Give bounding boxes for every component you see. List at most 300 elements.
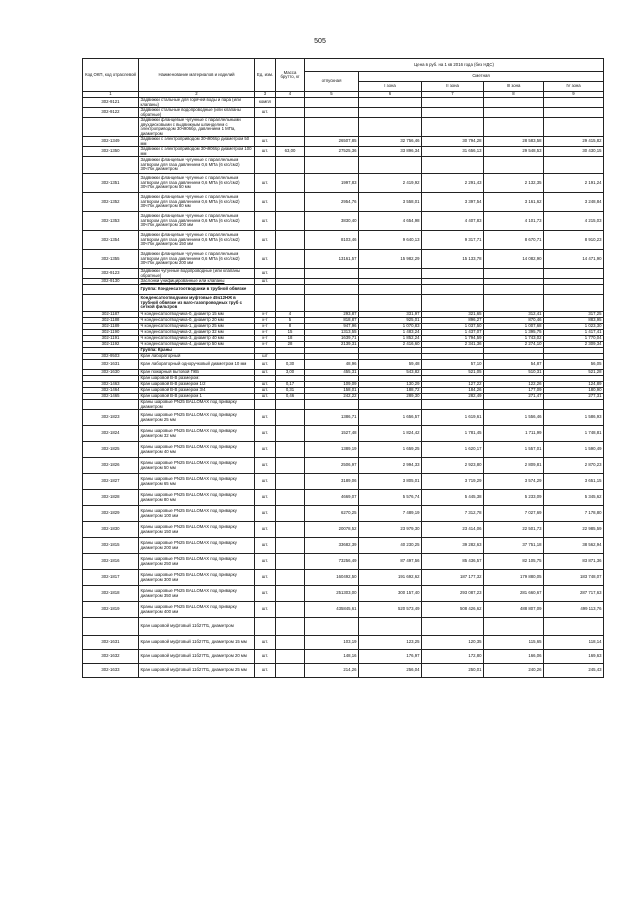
price-zone-3: 37 751,18 bbox=[484, 538, 544, 554]
price-zone-3: 7 027,69 bbox=[484, 506, 544, 522]
item-name: Краны шаровые PN25 BALLOMAX под приварку диаметром 300 мм bbox=[139, 570, 255, 586]
price-zone-3 bbox=[484, 108, 544, 118]
price-zone-4: 499 113,76 bbox=[544, 602, 604, 618]
item-mass: 0,46 bbox=[276, 394, 305, 400]
price-zone-1: 925,01 bbox=[359, 318, 422, 324]
price-zone-2 bbox=[422, 108, 484, 118]
item-name: Задвижки фланцевые чугунные с параллельным затвором для газа давлением 0,6 МПа (6 кгс/см2) 30ч7бк диаметром 100 мм bbox=[139, 212, 255, 231]
item-code: 302-1631 bbox=[83, 636, 139, 650]
price-zone-2: 57,10 bbox=[422, 360, 484, 370]
item-code: 302-1191 bbox=[83, 336, 139, 342]
item-code: 302-1817 bbox=[83, 570, 139, 586]
column-index: 7 bbox=[422, 92, 484, 98]
price-zone-3: 1 007,68 bbox=[484, 324, 544, 330]
item-code: 302-1815 bbox=[83, 538, 139, 554]
price-release: 6270,25 bbox=[305, 506, 359, 522]
price-zone-1: 331,97 bbox=[359, 312, 422, 318]
price-zone-1: 289,30 bbox=[359, 394, 422, 400]
table-row bbox=[83, 664, 604, 678]
item-unit: к-т bbox=[255, 342, 276, 348]
price-zone-4: 2 191,24 bbox=[544, 174, 604, 193]
price-zone-2: 31 656,13 bbox=[422, 147, 484, 157]
item-name: Краны шаровые PN25 BALLOMAX под приварку диаметром 40 мм bbox=[139, 442, 255, 458]
item-unit bbox=[255, 400, 276, 410]
item-name: Задвижки с электроприводом 30ч906бр диаметром 50 мм bbox=[139, 137, 255, 147]
table-row bbox=[83, 400, 604, 410]
price-zone-3: 5 233,09 bbox=[484, 490, 544, 506]
header-release: отпускная bbox=[305, 72, 359, 92]
item-unit: к-т bbox=[255, 330, 276, 336]
price-zone-2: 896,27 bbox=[422, 318, 484, 324]
item-name: Краны шаровые PN25 BALLOMAX под приварку диаметром 400 мм bbox=[139, 602, 255, 618]
item-mass bbox=[276, 269, 305, 279]
item-mass bbox=[276, 410, 305, 426]
item-name: Краны шаровые PN25 BALLOMAX под приварку диаметром 65 мм bbox=[139, 474, 255, 490]
price-release: 435845,61 bbox=[305, 602, 359, 618]
price-zone-1 bbox=[359, 118, 422, 137]
item-mass bbox=[276, 602, 305, 618]
item-unit: шт. bbox=[255, 570, 276, 586]
price-release: 160492,50 bbox=[305, 570, 359, 586]
price-zone-3 bbox=[484, 295, 544, 312]
item-name: Кран шаровой В-В размером 1 bbox=[139, 394, 255, 400]
table-row bbox=[83, 231, 604, 250]
price-zone-4: 2 309,34 bbox=[544, 342, 604, 348]
table-row bbox=[83, 490, 604, 506]
price-release: 214,26 bbox=[305, 664, 359, 678]
price-zone-2 bbox=[422, 98, 484, 108]
item-mass bbox=[276, 137, 305, 147]
column-index: 2 bbox=[139, 92, 255, 98]
column-index: 5 bbox=[305, 92, 359, 98]
price-zone-3: 1 711,99 bbox=[484, 426, 544, 442]
item-code: 302-1826 bbox=[83, 458, 139, 474]
item-code: 302-1350 bbox=[83, 147, 139, 157]
table-row bbox=[83, 522, 604, 538]
price-release: 1386,71 bbox=[305, 410, 359, 426]
item-name: Кран шаровой В-В размером 1/2 bbox=[139, 382, 255, 388]
price-release: 148,16 bbox=[305, 650, 359, 664]
price-release: 103,19 bbox=[305, 636, 359, 650]
item-mass bbox=[276, 586, 305, 602]
item-name: Ч конденсатоотводчика-0, диаметр 15 мм bbox=[139, 312, 255, 318]
item-unit: к-т bbox=[255, 324, 276, 330]
table-row bbox=[83, 474, 604, 490]
price-zone-3: 166,06 bbox=[484, 650, 544, 664]
price-release: 1639,71 bbox=[305, 336, 359, 342]
price-zone-3: 179 880,05 bbox=[484, 570, 544, 586]
price-zone-1: 40 230,25 bbox=[359, 538, 422, 554]
price-zone-3 bbox=[484, 400, 544, 410]
price-zone-4: 8 910,23 bbox=[544, 231, 604, 250]
header-zone-1: I зона bbox=[359, 82, 422, 92]
item-mass: 0,31 bbox=[276, 388, 305, 394]
item-name: Кран шаровой муфтовый 11б27П1, диаметром 20 мм bbox=[139, 650, 255, 664]
price-zone-4: 3 651,15 bbox=[544, 474, 604, 490]
table-row bbox=[83, 269, 604, 279]
price-zone-3: 54,87 bbox=[484, 360, 544, 370]
price-zone-3: 22 501,73 bbox=[484, 522, 544, 538]
item-name: Ч конденсатоотводчика-0, диаметр 20 мм bbox=[139, 318, 255, 324]
price-release: 33682,39 bbox=[305, 538, 359, 554]
price-zone-2: 1 794,59 bbox=[422, 336, 484, 342]
table-row bbox=[83, 174, 604, 193]
price-zone-2 bbox=[422, 285, 484, 295]
price-zone-1: 1 483,24 bbox=[359, 330, 422, 336]
item-code: 302-1192 bbox=[83, 342, 139, 348]
price-zone-3: 3 574,29 bbox=[484, 474, 544, 490]
item-code: 302-1828 bbox=[83, 490, 139, 506]
price-zone-1: 2 994,33 bbox=[359, 458, 422, 474]
table-row bbox=[83, 506, 604, 522]
item-mass: 5 bbox=[276, 318, 305, 324]
item-unit: шт. bbox=[255, 108, 276, 118]
price-zone-3: 1 395,75 bbox=[484, 330, 544, 336]
column-index: 8 bbox=[484, 92, 544, 98]
table-row bbox=[83, 147, 604, 157]
price-zone-3: 8 670,71 bbox=[484, 231, 544, 250]
item-name: Группа: Краны bbox=[139, 348, 255, 354]
price-zone-1: 1 852,24 bbox=[359, 336, 422, 342]
price-zone-1: 188,72 bbox=[359, 388, 422, 394]
price-zone-4: 1 770,04 bbox=[544, 336, 604, 342]
table-row bbox=[83, 193, 604, 212]
price-zone-2: 15 133,78 bbox=[422, 250, 484, 269]
price-zone-1: 1 070,83 bbox=[359, 324, 422, 330]
price-zone-2: 282,49 bbox=[422, 394, 484, 400]
item-mass: 18 bbox=[276, 336, 305, 342]
price-release: 109,09 bbox=[305, 382, 359, 388]
price-release: 818,87 bbox=[305, 318, 359, 324]
price-zone-3 bbox=[484, 618, 544, 636]
item-code: 302-1188 bbox=[83, 318, 139, 324]
price-zone-2: 2 923,80 bbox=[422, 458, 484, 474]
price-zone-1: 32 756,46 bbox=[359, 137, 422, 147]
item-code: 302-1465 bbox=[83, 394, 139, 400]
column-index: 4 bbox=[276, 92, 305, 98]
price-release bbox=[305, 118, 359, 137]
price-zone-1: 9 640,13 bbox=[359, 231, 422, 250]
price-zone-3: 28 583,58 bbox=[484, 137, 544, 147]
item-code: 302-1463 bbox=[83, 382, 139, 388]
table-row bbox=[83, 295, 604, 312]
price-zone-1: 3 805,01 bbox=[359, 474, 422, 490]
price-zone-2 bbox=[422, 618, 484, 636]
item-unit: шт. bbox=[255, 360, 276, 370]
item-name: Краны шаровые PN25 BALLOMAX под приварку диаметром 32 мм bbox=[139, 426, 255, 442]
price-release: 2506,97 bbox=[305, 458, 359, 474]
price-release: 3189,06 bbox=[305, 474, 359, 490]
item-mass bbox=[276, 554, 305, 570]
price-zone-4 bbox=[544, 269, 604, 279]
item-unit: к-т bbox=[255, 318, 276, 324]
item-mass bbox=[276, 250, 305, 269]
item-unit: шт. bbox=[255, 426, 276, 442]
price-zone-3: 312,41 bbox=[484, 312, 544, 318]
price-zone-2: 7 312,78 bbox=[422, 506, 484, 522]
item-mass bbox=[276, 490, 305, 506]
item-unit: шт. bbox=[255, 458, 276, 474]
price-zone-2: 293 087,23 bbox=[422, 586, 484, 602]
column-index: 3 bbox=[255, 92, 276, 98]
item-code: 302-1816 bbox=[83, 554, 139, 570]
item-unit: шт. bbox=[255, 522, 276, 538]
table-row bbox=[83, 157, 604, 174]
price-zone-1 bbox=[359, 157, 422, 174]
price-zone-4: 317,25 bbox=[544, 312, 604, 318]
header-mass: Масса брутто, кг bbox=[276, 59, 305, 92]
price-zone-3: 115,65 bbox=[484, 636, 544, 650]
price-zone-4 bbox=[544, 618, 604, 636]
item-mass bbox=[276, 538, 305, 554]
item-unit: шт. bbox=[255, 554, 276, 570]
price-zone-4: 4 215,03 bbox=[544, 212, 604, 231]
price-zone-4: 169,63 bbox=[544, 650, 604, 664]
item-unit: шт. bbox=[255, 137, 276, 147]
item-name: Кран шаровой муфтовый 11б27П1, диаметром bbox=[139, 618, 255, 636]
item-name: Ч конденсатоотводчика-1, диаметр 25 мм bbox=[139, 324, 255, 330]
item-mass bbox=[276, 108, 305, 118]
item-unit: шт bbox=[255, 354, 276, 360]
price-zone-3 bbox=[484, 157, 544, 174]
price-release: 2139,31 bbox=[305, 342, 359, 348]
price-zone-4: 277,31 bbox=[544, 394, 604, 400]
price-zone-1: 4 654,98 bbox=[359, 212, 422, 231]
price-zone-4: 29 415,82 bbox=[544, 137, 604, 147]
item-mass bbox=[276, 193, 305, 212]
item-name: Краны шаровые PN25 BALLOMAX под приварку диаметром 350 мм bbox=[139, 586, 255, 602]
price-zone-1: 256,04 bbox=[359, 664, 422, 678]
item-code bbox=[83, 295, 139, 312]
price-release: 1997,83 bbox=[305, 174, 359, 193]
price-release bbox=[305, 400, 359, 410]
item-unit: шт. bbox=[255, 664, 276, 678]
item-name: Задвижки фланцевые чугунные с параллельным затвором для газа давлением 0,6 МПа (6 кгс/см2) 30ч7бк диаметром 80 мм bbox=[139, 193, 255, 212]
table-row bbox=[83, 137, 604, 147]
price-zone-4: 1 590,49 bbox=[544, 442, 604, 458]
table-row bbox=[83, 336, 604, 342]
item-unit: шт. bbox=[255, 650, 276, 664]
item-unit: шт. bbox=[255, 231, 276, 250]
price-zone-2: 2 291,43 bbox=[422, 174, 484, 193]
item-unit: шт. bbox=[255, 474, 276, 490]
price-release: 20078,52 bbox=[305, 522, 359, 538]
item-mass: 15 bbox=[276, 330, 305, 336]
price-release: 947,96 bbox=[305, 324, 359, 330]
item-mass: 28 bbox=[276, 342, 305, 348]
item-name: Кран лабораторный одноручковый диаметром 10 мм bbox=[139, 360, 255, 370]
price-zone-1: 15 982,29 bbox=[359, 250, 422, 269]
price-release: 1527,48 bbox=[305, 426, 359, 442]
price-zone-4: 30 430,15 bbox=[544, 147, 604, 157]
item-unit: шт. bbox=[255, 250, 276, 269]
price-zone-1: 7 489,19 bbox=[359, 506, 422, 522]
item-mass: 3,00 bbox=[276, 370, 305, 376]
item-mass bbox=[276, 157, 305, 174]
item-mass bbox=[276, 98, 305, 108]
price-zone-4: 1 417,41 bbox=[544, 330, 604, 336]
price-zone-3: 271,47 bbox=[484, 394, 544, 400]
price-release bbox=[305, 618, 359, 636]
item-mass: 0,30 bbox=[276, 360, 305, 370]
price-zone-3: 1 743,02 bbox=[484, 336, 544, 342]
price-zone-4 bbox=[544, 118, 604, 137]
price-release: 242,22 bbox=[305, 394, 359, 400]
item-mass: 8 bbox=[276, 324, 305, 330]
table-row bbox=[83, 330, 604, 336]
price-zone-2: 1 619,61 bbox=[422, 410, 484, 426]
table-row bbox=[83, 285, 604, 295]
price-zone-3: 82 105,75 bbox=[484, 554, 544, 570]
item-name: Задвижки фланцевые чугунные с параллельным затвором для газа давлением 0,6 МПа (6 кгс/см2) 30ч7бк диаметром 50 мм bbox=[139, 174, 255, 193]
price-release: 4669,07 bbox=[305, 490, 359, 506]
item-code: 302-1830 bbox=[83, 522, 139, 538]
price-zone-4: 118,14 bbox=[544, 636, 604, 650]
price-zone-3 bbox=[484, 118, 544, 137]
item-code: 302-1354 bbox=[83, 231, 139, 250]
price-zone-3: 177,09 bbox=[484, 388, 544, 394]
item-mass bbox=[276, 285, 305, 295]
price-zone-4 bbox=[544, 157, 604, 174]
item-unit: шт. bbox=[255, 279, 276, 285]
price-zone-1: 2 416,60 bbox=[359, 342, 422, 348]
price-zone-1: 1 824,42 bbox=[359, 426, 422, 442]
item-name: Задвижки чугунные водопроводные (или клапаны обратные) bbox=[139, 269, 255, 279]
price-zone-1: 2 419,92 bbox=[359, 174, 422, 193]
item-code: 302-1464 bbox=[83, 388, 139, 394]
item-mass bbox=[276, 650, 305, 664]
column-index: 1 bbox=[83, 92, 139, 98]
price-release bbox=[305, 108, 359, 118]
price-zone-1: 191 692,62 bbox=[359, 570, 422, 586]
item-name: Краны шаровые PN25 BALLOMAX под приварку диаметром 150 мм bbox=[139, 522, 255, 538]
item-code: 302-1630 bbox=[83, 370, 139, 376]
item-name: Кран лабораторный bbox=[139, 354, 255, 360]
item-mass bbox=[276, 474, 305, 490]
table-row bbox=[83, 570, 604, 586]
item-mass: 63,00 bbox=[276, 147, 305, 157]
price-zone-2: 187 177,32 bbox=[422, 570, 484, 586]
table-row bbox=[83, 360, 604, 370]
price-zone-4 bbox=[544, 400, 604, 410]
price-zone-2: 30 794,28 bbox=[422, 137, 484, 147]
item-mass bbox=[276, 212, 305, 231]
price-zone-1: 33 896,34 bbox=[359, 147, 422, 157]
price-zone-2: 39 282,63 bbox=[422, 538, 484, 554]
item-unit bbox=[255, 618, 276, 636]
price-zone-2 bbox=[422, 295, 484, 312]
price-zone-3: 870,46 bbox=[484, 318, 544, 324]
table-row bbox=[83, 636, 604, 650]
item-mass bbox=[276, 664, 305, 678]
item-name: Задвижки стальные водопроводные (или клапаны обратные) bbox=[139, 108, 255, 118]
item-unit: шт. bbox=[255, 382, 276, 388]
item-code: 302-1187 bbox=[83, 312, 139, 318]
price-zone-2 bbox=[422, 118, 484, 137]
item-name: Краны шаровые PN25 BALLOMAX под приварку диаметром 80 мм bbox=[139, 490, 255, 506]
item-name: Группа: Конденсатоотводчики в трубной обвязке bbox=[139, 285, 255, 295]
price-release: 293,87 bbox=[305, 312, 359, 318]
price-zone-2: 250,01 bbox=[422, 664, 484, 678]
price-release: 251303,00 bbox=[305, 586, 359, 602]
item-code: 302-1190 bbox=[83, 330, 139, 336]
item-name: Краны шаровые PN25 BALLOMAX под приварку диаметром 25 мм bbox=[139, 410, 255, 426]
price-zone-2: 127,22 bbox=[422, 382, 484, 388]
price-release bbox=[305, 157, 359, 174]
price-zone-2: 9 317,71 bbox=[422, 231, 484, 250]
item-code: 302-1827 bbox=[83, 474, 139, 490]
table-row bbox=[83, 554, 604, 570]
header-zone-4: IV зона bbox=[544, 82, 604, 92]
item-unit: шт. bbox=[255, 490, 276, 506]
item-mass bbox=[276, 570, 305, 586]
price-zone-4: 2 870,23 bbox=[544, 458, 604, 474]
price-zone-4: 183 748,07 bbox=[544, 570, 604, 586]
price-zone-3: 1 557,01 bbox=[484, 442, 544, 458]
price-zone-4: 1 748,81 bbox=[544, 426, 604, 442]
price-zone-2: 3 719,29 bbox=[422, 474, 484, 490]
price-zone-4 bbox=[544, 98, 604, 108]
price-zone-2 bbox=[422, 400, 484, 410]
price-zone-4: 287 717,63 bbox=[544, 586, 604, 602]
item-unit: шт. bbox=[255, 174, 276, 193]
item-code: 302-1351 bbox=[83, 174, 139, 193]
item-mass bbox=[276, 458, 305, 474]
item-mass bbox=[276, 295, 305, 312]
item-name: Заслонки унифицированные или клапаны bbox=[139, 279, 255, 285]
header-zone-3: III зона bbox=[484, 82, 544, 92]
price-zone-4: 521,28 bbox=[544, 370, 604, 376]
price-zone-4 bbox=[544, 108, 604, 118]
price-zone-4: 245,43 bbox=[544, 664, 604, 678]
price-zone-2: 321,65 bbox=[422, 312, 484, 318]
price-release: 48,96 bbox=[305, 360, 359, 370]
column-index: 6 bbox=[359, 92, 422, 98]
item-unit: шт. bbox=[255, 269, 276, 279]
item-code: 302-1819 bbox=[83, 602, 139, 618]
item-mass bbox=[276, 442, 305, 458]
price-release bbox=[305, 269, 359, 279]
item-mass: 4 bbox=[276, 312, 305, 318]
item-code bbox=[83, 618, 139, 636]
item-mass bbox=[276, 636, 305, 650]
price-zone-2: 184,26 bbox=[422, 388, 484, 394]
price-zone-3: 2 274,10 bbox=[484, 342, 544, 348]
price-zone-4: 83 871,36 bbox=[544, 554, 604, 570]
item-code: 302-9121 bbox=[83, 98, 139, 108]
price-zone-3 bbox=[484, 98, 544, 108]
item-unit: шт. bbox=[255, 388, 276, 394]
price-release: 13161,57 bbox=[305, 250, 359, 269]
item-name: Задвижки с электроприводом 30ч906бр диаметром 100 мм bbox=[139, 147, 255, 157]
price-zone-3: 240,26 bbox=[484, 664, 544, 678]
item-name: Кран шаровой муфтовый 11б27П1, диаметром 15 мм bbox=[139, 636, 255, 650]
table-row bbox=[83, 538, 604, 554]
item-name: Ч конденсатоотводчика-2, диаметр 32 мм bbox=[139, 330, 255, 336]
price-zone-1: 87 497,56 bbox=[359, 554, 422, 570]
price-release: 73256,49 bbox=[305, 554, 359, 570]
item-unit: компл bbox=[255, 98, 276, 108]
table-row bbox=[83, 586, 604, 602]
item-code: 302-1632 bbox=[83, 650, 139, 664]
price-zone-1: 1 659,25 bbox=[359, 442, 422, 458]
price-zone-1: 5 576,74 bbox=[359, 490, 422, 506]
price-zone-2: 1 037,50 bbox=[422, 324, 484, 330]
price-zone-3: 29 548,53 bbox=[484, 147, 544, 157]
price-zone-1 bbox=[359, 618, 422, 636]
price-zone-1: 123,25 bbox=[359, 636, 422, 650]
price-zone-1 bbox=[359, 108, 422, 118]
